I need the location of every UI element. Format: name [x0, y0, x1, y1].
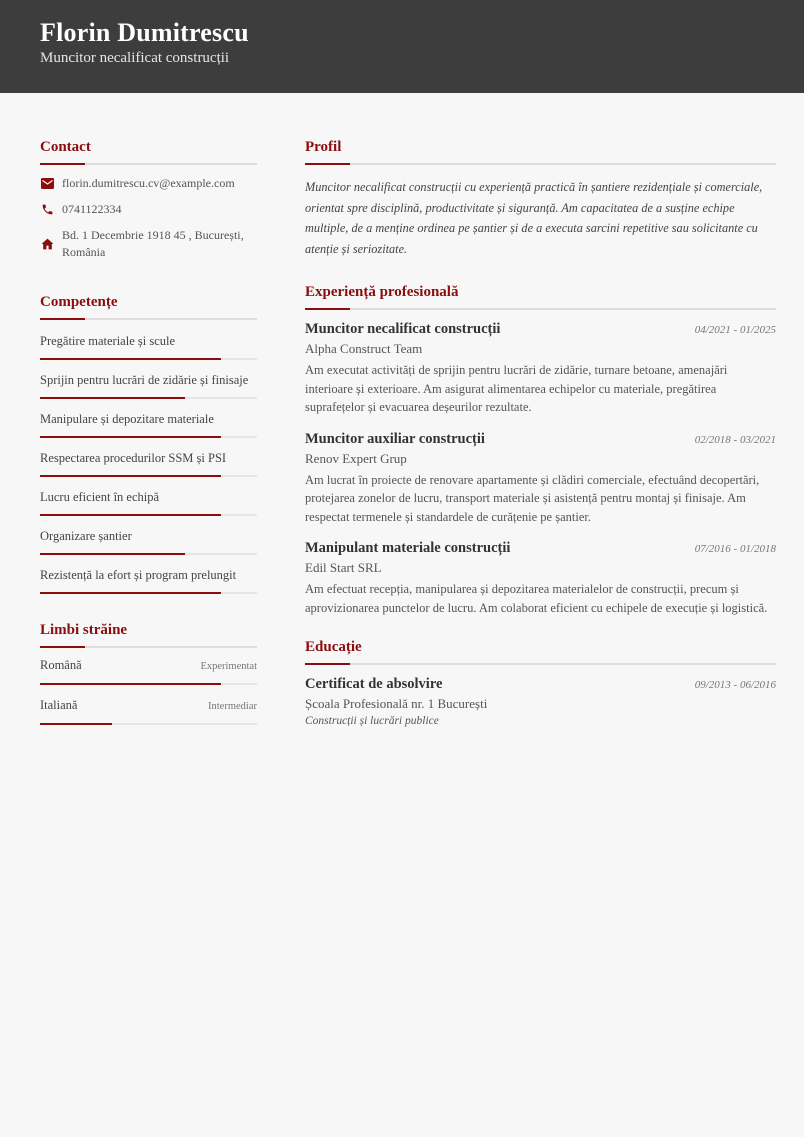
experience-entry [305, 321, 776, 417]
skill-item [40, 445, 257, 477]
language-item [40, 692, 257, 725]
skill-label: Sprijin pentru lucrări de zidărie și finisaje [40, 373, 249, 387]
skill-item [40, 484, 257, 516]
skill-item [40, 562, 257, 594]
contact-email[interactable] [40, 175, 257, 192]
language-level-fill [40, 723, 112, 725]
job-title: Muncitor auxiliar construcții [305, 430, 485, 447]
skill-level-bar [40, 553, 257, 555]
language-level-bar [40, 683, 257, 685]
skill-label: Organizare șantier [40, 529, 132, 543]
school-name: Școala Profesională nr. 1 București [305, 696, 488, 711]
section-title-languages: Limbi străine [40, 622, 257, 648]
skill-level-bar [40, 592, 257, 594]
candidate-title: Muncitor necalificat construcții [40, 50, 230, 66]
section-title-experience: Experiență profesională [305, 284, 776, 310]
section-title-profile: Profil [305, 139, 776, 165]
language-level-fill [40, 683, 221, 685]
email-icon [40, 178, 54, 189]
job-date: 02/2018 - 03/2021 [694, 433, 776, 446]
job-description: Am executat activități de sprijin pentru lucrări de zidărie, turnare betoane, amenajări interioare și exterioare. Am asigurat alimentarea echipelor cu materiale, pregătirea suprafețelor și evacuarea deșeurilor rezultate. [305, 363, 728, 414]
phone-icon [40, 203, 54, 216]
home-icon [40, 238, 54, 250]
skill-level-fill [40, 436, 221, 438]
profile-text: Muncitor necalificat construcții cu experiență practică în șantiere rezidențiale și comerciale, orientat spre disciplină, productivitate și siguranță. Am capacitatea de a susține echipe multiple, de a menține ordinea pe șantier și de a executa sarcini repetitive sau solicitante cu atenție și seriozitate. [305, 180, 763, 256]
sidebar [40, 139, 257, 732]
contact-phone[interactable] [40, 201, 257, 218]
candidate-name: Florin Dumitrescu [40, 18, 249, 47]
skill-level-fill [40, 514, 221, 516]
experience-entry [305, 431, 776, 527]
job-company: Alpha Construct Team [305, 341, 423, 356]
skill-level-bar [40, 475, 257, 477]
education-entry [305, 676, 776, 727]
section-title-contact: Contact [40, 139, 257, 165]
skill-item [40, 406, 257, 438]
language-level: Intermediar [208, 701, 257, 712]
skill-level-fill [40, 553, 185, 555]
job-description: Am lucrat în proiecte de renovare apartamente și clădiri comerciale, efectuând decopertări, protejarea zonelor de lucru, transport materiale și asistență pentru montaj și finisaje. Am respectat termenele și standardele de curățenie pe șantier. [305, 472, 760, 524]
language-label: Română [40, 658, 82, 672]
education-date: 09/2013 - 06/2016 [694, 679, 776, 691]
skill-item [40, 523, 257, 555]
skill-level-fill [40, 397, 185, 399]
job-date: 04/2021 - 01/2025 [694, 324, 776, 336]
job-company: Edil Start SRL [305, 560, 382, 575]
contact-address [40, 227, 257, 261]
skill-item [40, 367, 257, 399]
job-company: Renov Expert Grup [305, 450, 407, 466]
skill-level-bar [40, 358, 257, 360]
job-date: 07/2016 - 01/2018 [694, 543, 776, 555]
skill-level-bar [40, 397, 257, 399]
education-section [305, 639, 776, 727]
main-content [305, 139, 776, 727]
skill-label: Lucru eficient în echipă [40, 490, 160, 504]
skill-label: Manipulare și depozitare materiale [40, 412, 214, 426]
section-title-education: Educație [305, 639, 776, 665]
skill-label: Rezistență la efort și program prelungit [40, 568, 237, 582]
contact-email-text: florin.dumitrescu.cv@example.com [62, 176, 235, 190]
language-label: Italiană [40, 698, 78, 712]
skill-level-fill [40, 475, 221, 477]
skill-level-bar [40, 514, 257, 516]
skill-level-fill [40, 592, 221, 594]
contact-section [40, 139, 257, 261]
study-field: Construcții și lucrări publice [305, 715, 439, 727]
language-level-bar [40, 723, 257, 725]
experience-entry [305, 540, 776, 617]
resume-header [0, 0, 804, 93]
job-title: Manipulant materiale construcții [305, 540, 511, 556]
experience-section [305, 284, 776, 617]
section-title-skills: Competențe [40, 294, 257, 320]
job-title: Muncitor necalificat construcții [305, 321, 501, 337]
skill-item [40, 328, 257, 360]
contact-address-text: Bd. 1 Decembrie 1918 45 , București, România [62, 228, 244, 259]
skill-label: Pregătire materiale și scule [40, 334, 176, 348]
language-level: Experimentat [200, 661, 257, 672]
contact-phone-text: 0741122334 [62, 202, 122, 216]
job-description: Am efectuat recepția, manipularea și depozitarea materialelor de construcții, precum și aprovizionarea punctelor de lucru. Am colaborat eficient cu echipele de execuție și logistică. [305, 582, 768, 615]
degree-title: Certificat de absolvire [305, 676, 443, 692]
skills-section [40, 294, 257, 594]
skill-level-fill [40, 358, 221, 360]
profile-section [305, 139, 776, 259]
skill-label: Respectarea procedurilor SSM și PSI [40, 451, 227, 465]
skill-level-bar [40, 436, 257, 438]
language-item [40, 652, 257, 685]
languages-section [40, 622, 257, 725]
